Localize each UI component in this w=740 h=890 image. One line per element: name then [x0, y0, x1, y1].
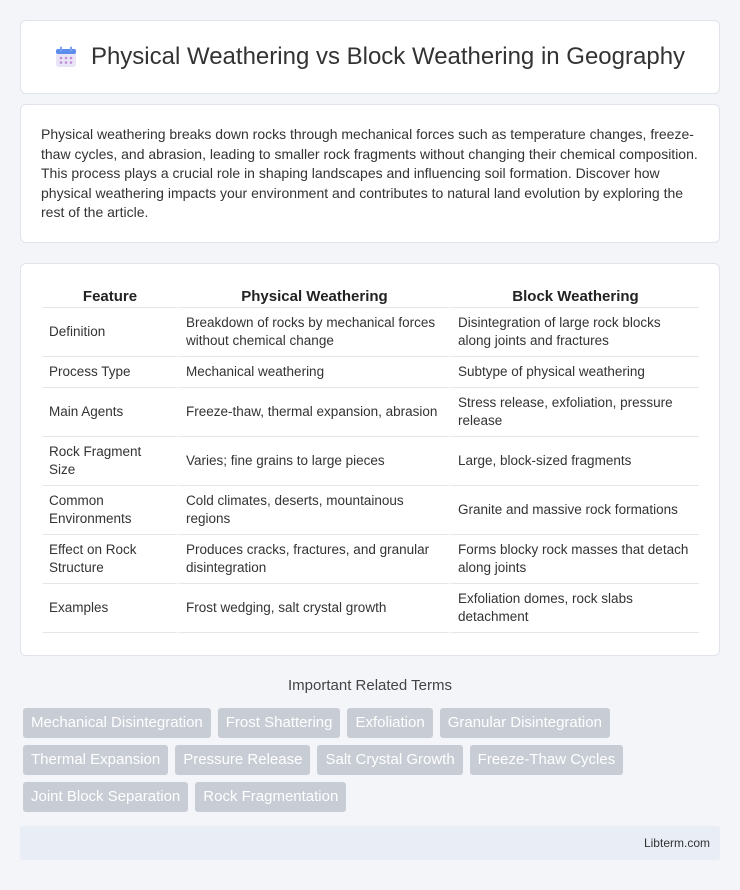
table-cell: Granite and massive rock formations [449, 486, 699, 535]
related-term-chip[interactable]: Mechanical Disintegration [23, 708, 211, 738]
title-card [20, 20, 720, 94]
related-terms-title: Important Related Terms [288, 677, 452, 694]
related-terms-list [23, 708, 723, 819]
table-cell: Subtype of physical weathering [449, 357, 699, 388]
footer-site-link[interactable]: Libterm.com [643, 836, 710, 850]
table-cell: Varies; fine grains to large pieces [177, 437, 449, 486]
table-cell: Stress release, exfoliation, pressure release [449, 388, 699, 437]
intro-text: Physical weathering breaks down rocks through mechanical forces such as temperature changes, freeze-thaw cycles, and abrasion, leading to smaller rock fragments without changing their chemical composition. This process plays a crucial role in shaping landscapes and influencing soil formation. Discover how physical weathering impacts your environment and contributes to natural land evolution by exploring the rest of the article. [41, 126, 698, 220]
table-cell: Main Agents [43, 388, 177, 437]
related-term-chip[interactable]: Thermal Expansion [23, 745, 168, 775]
related-term-chip[interactable]: Freeze-Thaw Cycles [470, 745, 624, 775]
table-cell: Produces cracks, fractures, and granular disintegration [177, 535, 449, 584]
table-cell: Exfoliation domes, rock slabs detachment [449, 584, 699, 633]
related-term-chip[interactable]: Joint Block Separation [23, 782, 188, 812]
related-term-chip[interactable]: Pressure Release [175, 745, 310, 775]
footer [20, 826, 720, 860]
table-cell: Process Type [43, 357, 177, 388]
table-cell: Forms blocky rock masses that detach along joints [449, 535, 699, 584]
table-cell: Cold climates, deserts, mountainous regions [177, 486, 449, 535]
intro-card [20, 104, 720, 243]
table-cell: Examples [43, 584, 177, 633]
table-header-cell: Feature [43, 284, 177, 308]
related-term-chip[interactable]: Frost Shattering [218, 708, 341, 738]
table-header-cell: Physical Weathering [177, 284, 449, 308]
related-term-chip[interactable]: Rock Fragmentation [195, 782, 346, 812]
page-title: Physical Weathering vs Block Weathering in Geography [90, 43, 686, 70]
table-cell: Large, block-sized fragments [449, 437, 699, 486]
related-term-chip[interactable]: Salt Crystal Growth [317, 745, 462, 775]
table-row [43, 388, 699, 437]
table-cell: Breakdown of rocks by mechanical forces without chemical change [177, 308, 449, 357]
table-row [43, 486, 699, 535]
table-cell: Rock Fragment Size [43, 437, 177, 486]
related-term-chip[interactable]: Exfoliation [347, 708, 432, 738]
table-header-cell: Block Weathering [449, 284, 699, 308]
table-cell: Disintegration of large rock blocks along joints and fractures [449, 308, 699, 357]
table-cell: Effect on Rock Structure [43, 535, 177, 584]
table-row [43, 437, 699, 486]
comparison-table-card [20, 263, 720, 656]
comparison-table [43, 284, 699, 633]
table-cell: Mechanical weathering [177, 357, 449, 388]
related-term-chip[interactable]: Granular Disintegration [440, 708, 610, 738]
table-row [43, 308, 699, 357]
table-row [43, 357, 699, 388]
table-cell: Common Environments [43, 486, 177, 535]
table-cell: Freeze-thaw, thermal expansion, abrasion [177, 388, 449, 437]
table-row [43, 535, 699, 584]
table-cell: Frost wedging, salt crystal growth [177, 584, 449, 633]
table-cell: Definition [43, 308, 177, 357]
calendar-icon [55, 46, 77, 68]
table-header-row [43, 284, 699, 308]
table-row [43, 584, 699, 633]
